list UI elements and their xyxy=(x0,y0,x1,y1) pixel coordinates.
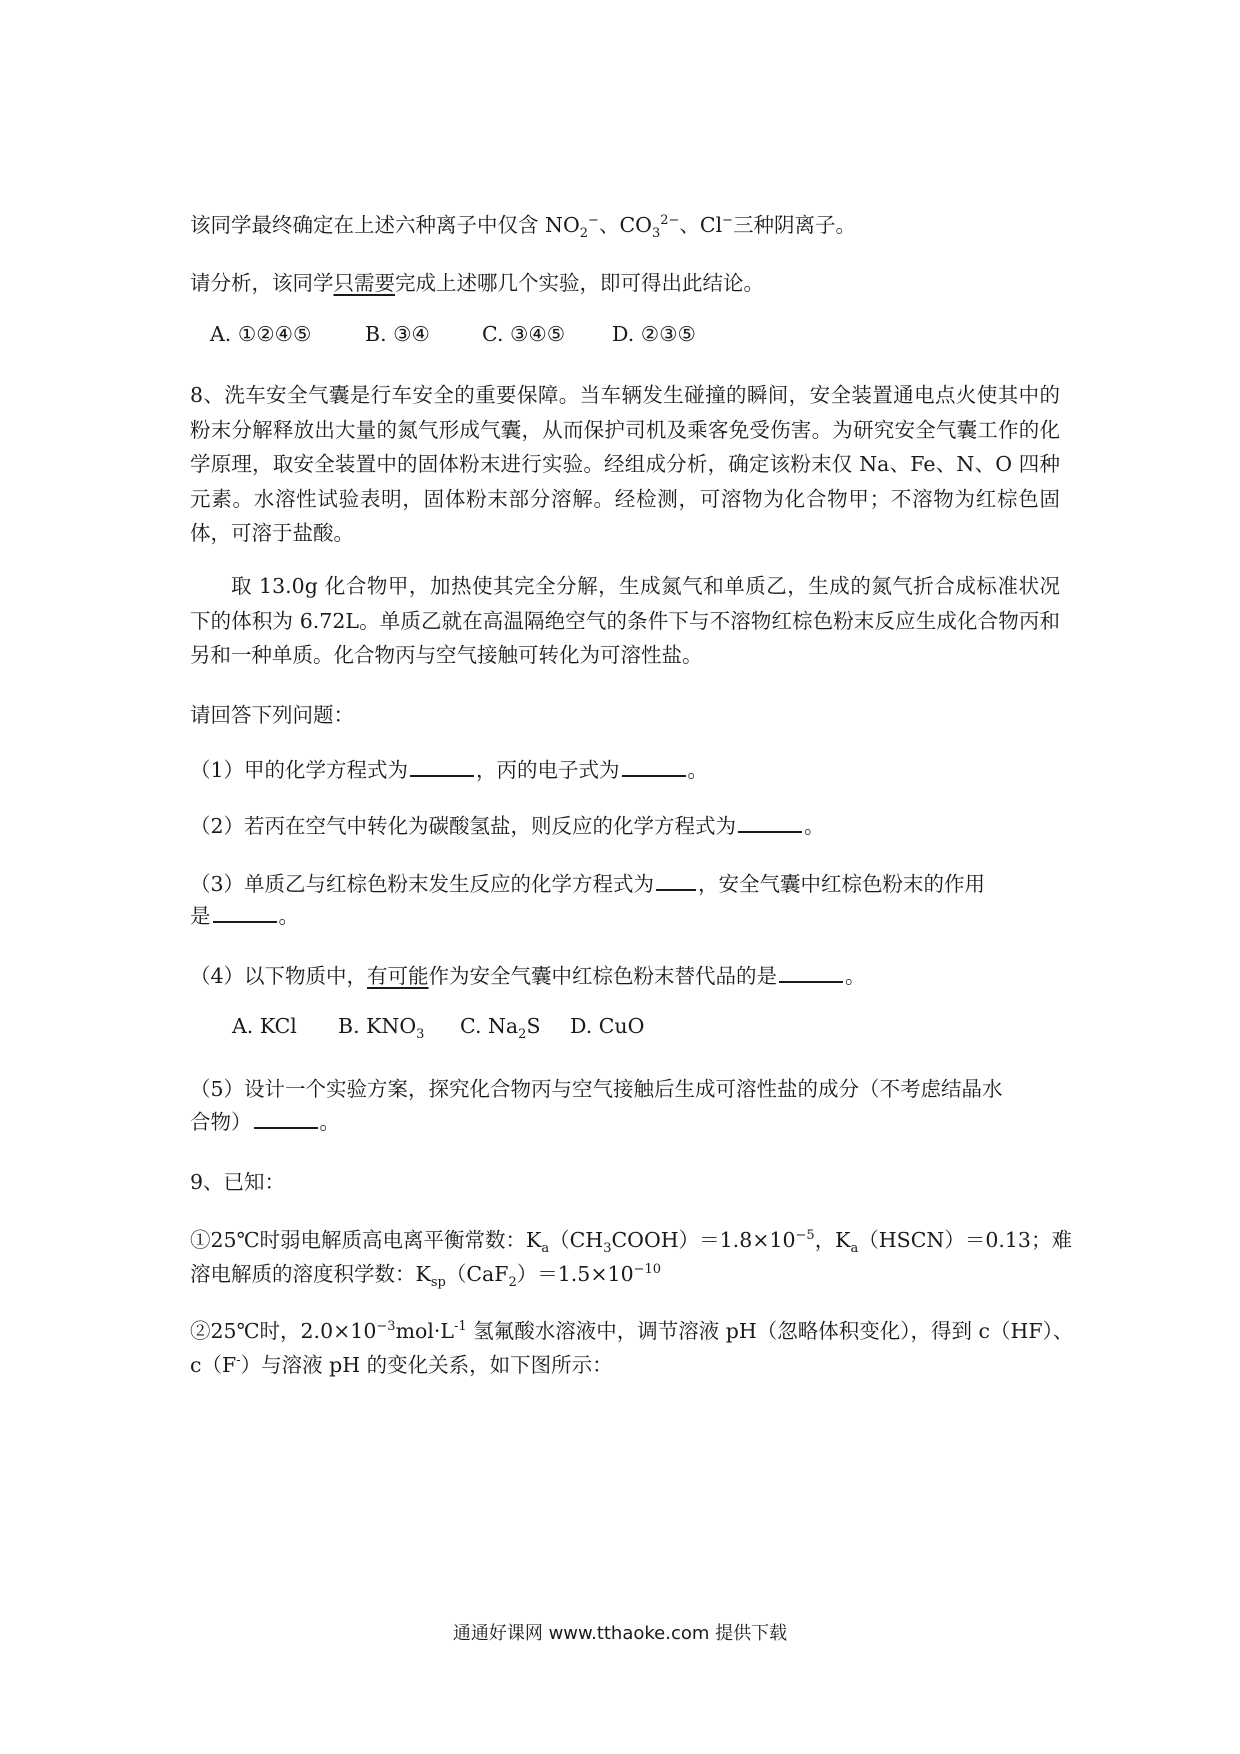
answer-blank xyxy=(213,920,277,923)
subscript: 3 xyxy=(651,226,661,242)
option-b: B. ③④ xyxy=(365,322,430,346)
q7-conclusion xyxy=(190,207,1060,244)
text: 作为安全气囊中红棕色粉末替代品的是 xyxy=(428,964,778,988)
text: ，K xyxy=(814,1228,851,1252)
text: 。 xyxy=(804,814,825,838)
text: （CaF xyxy=(445,1262,509,1286)
answer-blank xyxy=(622,774,686,777)
text: 完成上述哪几个实验，即可得出此结论。 xyxy=(395,271,764,295)
superscript: -1 xyxy=(454,1319,467,1335)
q9-item2-line1 xyxy=(190,1313,1074,1350)
text: 三种阴离子。 xyxy=(733,213,857,237)
superscript: - xyxy=(236,1353,241,1369)
q9-item2-line2 xyxy=(190,1347,1060,1384)
subscript: 3 xyxy=(416,1027,425,1043)
text: （4）以下物质中， xyxy=(190,964,368,988)
q8-sub5-line2 xyxy=(190,1104,1060,1141)
q8-sub5-line1: （5）设计一个实验方案，探究化合物丙与空气接触后生成可溶性盐的成分（不考虑结晶水 xyxy=(190,1077,1003,1101)
option-b xyxy=(338,1014,460,1043)
option-c xyxy=(460,1014,570,1043)
superscript: − xyxy=(588,213,599,229)
text: c（F xyxy=(190,1353,237,1377)
text: ①25℃时弱电解质高电离平衡常数：K xyxy=(190,1228,542,1252)
superscript: −5 xyxy=(795,1228,815,1244)
page-footer: 通通好课网 www.tthaoke.com 提供下载 xyxy=(452,1623,788,1644)
option-a: A. ①②④⑤ xyxy=(210,322,312,346)
text: 、CO xyxy=(598,213,652,237)
subscript: 2 xyxy=(508,1275,517,1291)
text: （2）若丙在空气中转化为碳酸氢盐，则反应的化学方程式为 xyxy=(190,814,737,838)
underlined-text: 有可能 xyxy=(367,964,429,988)
superscript: −3 xyxy=(376,1319,396,1335)
text: 合物） xyxy=(190,1110,252,1134)
text: 氢氟酸水溶液中，调节溶液 pH（忽略体积变化），得到 c（HF）、 xyxy=(466,1319,1074,1343)
answer-blank xyxy=(254,1126,318,1129)
text: 是 xyxy=(190,904,211,928)
text: ，丙的电子式为 xyxy=(476,758,620,782)
superscript: 2− xyxy=(660,213,680,229)
q8-sub3-line2 xyxy=(190,898,1060,935)
subscript: 2 xyxy=(518,1027,527,1043)
text: COOH）＝1.8×10 xyxy=(611,1228,796,1252)
text: 该同学最终确定在上述六种离子中仅含 NO xyxy=(190,213,580,237)
q7-ask xyxy=(190,265,1060,302)
q9-item1-line1 xyxy=(190,1222,1072,1259)
subscript: a xyxy=(541,1241,550,1257)
text: 。 xyxy=(319,1110,340,1134)
text: B. KNO xyxy=(338,1014,417,1038)
option-d: D. CuO xyxy=(570,1014,645,1038)
text: 。 xyxy=(278,904,299,928)
text: S xyxy=(526,1014,541,1038)
text: ，安全气囊中红棕色粉末的作用 xyxy=(698,872,986,896)
q8-para2: 取 13.0g 化合物甲，加热使其完全分解，生成氮气和单质乙，生成的氮气折合成标准状况下的体积为 6.72L。单质乙就在高温隔绝空气的条件下与不溶物红棕色粉末反应生成化合物丙和另和一种单质。化合物丙与空气接触可转化为可溶性盐。 xyxy=(190,574,1060,667)
q8-options xyxy=(232,1014,645,1043)
q8-prompt: 请回答下列问题： xyxy=(190,703,354,727)
q8-sub1 xyxy=(190,752,1060,789)
superscript: − xyxy=(722,213,734,229)
text: ）与溶液 pH 的变化关系，如下图所示： xyxy=(240,1353,613,1377)
text: 、Cl xyxy=(679,213,723,237)
subscript: sp xyxy=(430,1275,446,1291)
answer-blank xyxy=(779,980,843,983)
text: （3）单质乙与红棕色粉末发生反应的化学方程式为 xyxy=(190,872,655,896)
option-a: A. KCl xyxy=(232,1014,297,1038)
subscript: a xyxy=(850,1241,859,1257)
option-d: D. ②③⑤ xyxy=(612,322,696,346)
underlined-text: 只需要 xyxy=(333,271,395,295)
text: 请分析，该同学 xyxy=(190,271,334,295)
text: （CH xyxy=(549,1228,604,1252)
q8-intro: 8、洗车安全气囊是行车安全的重要保障。当车辆发生碰撞的瞬间，安全装置通电点火使其中的粉末分解释放出大量的氮气形成气囊，从而保护司机及乘客免受伤害。为研究安全气囊工作的化学原理，取安全装置中的固体粉末进行实验。经组成分析，确定该粉末仅 Na、Fe、N、O 四种元素。水溶性试验表明，固体粉末部分溶解。经检测，可溶物为化合物甲；不溶物为红棕色固体，可溶于盐酸。 xyxy=(190,383,1060,545)
q8-sub4 xyxy=(190,958,1060,995)
text: 。 xyxy=(845,964,866,988)
answer-blank xyxy=(410,774,474,777)
answer-blank xyxy=(656,888,696,891)
answer-blank xyxy=(738,830,802,833)
text: C. Na xyxy=(460,1014,519,1038)
text: ②25℃时，2.0×10 xyxy=(190,1319,377,1343)
superscript: −10 xyxy=(633,1262,662,1278)
text: （1）甲的化学方程式为 xyxy=(190,758,409,782)
text: （HSCN）＝0.13；难 xyxy=(858,1228,1072,1252)
subscript: 3 xyxy=(603,1241,612,1257)
text: 。 xyxy=(687,758,709,782)
text: mol·L xyxy=(395,1319,455,1343)
option-c: C. ③④⑤ xyxy=(482,322,566,346)
q7-options xyxy=(210,322,696,346)
q9-item1-line2 xyxy=(190,1256,1060,1293)
text: ）＝1.5×10 xyxy=(516,1262,634,1286)
q9-title: 9、已知： xyxy=(190,1170,286,1194)
q8-sub2 xyxy=(190,808,1060,845)
text: 溶电解质的溶度积学数：K xyxy=(190,1262,431,1286)
subscript: 2 xyxy=(579,226,589,242)
